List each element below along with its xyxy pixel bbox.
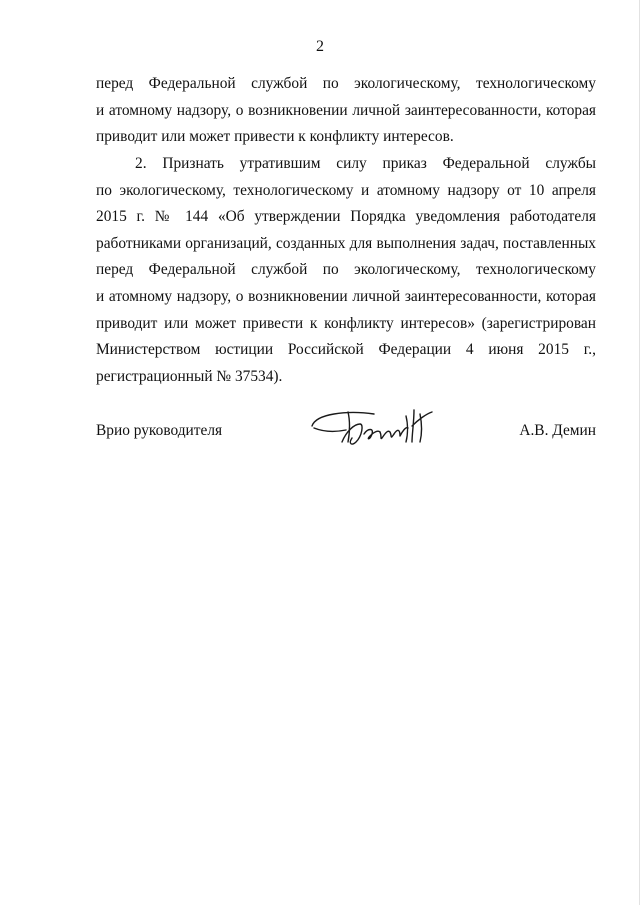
text-line: перед Федеральной службой по экологическому, технологическому <box>96 75 596 92</box>
text-line: по экологическому, технологическому и атомному надзору от 10 апреля <box>96 181 596 199</box>
handwritten-signature <box>308 402 448 452</box>
text-line: приводит или может привести к конфликту интересов. <box>96 128 454 146</box>
text-line: работниками организаций, созданных для выполнения задач, поставленных <box>96 234 596 252</box>
text-line: перед Федеральной службой по экологическому, технологическому <box>96 261 596 279</box>
paragraph-item-2 <box>96 151 596 390</box>
signatory-name: А.В. Демин <box>519 422 596 439</box>
text-line: 2015 г. № 144 «Об утверждении Порядка уведомления работодателя <box>96 208 596 226</box>
page-number: 2 <box>316 38 324 55</box>
text-line: 2. Признать утратившим силу приказ Федеральной службы <box>135 155 596 172</box>
text-line: приводит или может привести к конфликту интересов» (зарегистрирован <box>96 314 596 332</box>
text-line: Министерством юстиции Российской Федерации 4 июня 2015 г., <box>96 341 596 359</box>
text-line: и атомному надзору, о возникновении личной заинтересованности, которая <box>96 287 596 305</box>
signature-block <box>96 402 596 462</box>
text-line: и атомному надзору, о возникновении личной заинтересованности, которая <box>96 101 596 119</box>
paragraph-continuation <box>96 71 596 151</box>
signatory-title: Врио руководителя <box>96 422 223 439</box>
text-line: регистрационный № 37534). <box>96 367 283 385</box>
